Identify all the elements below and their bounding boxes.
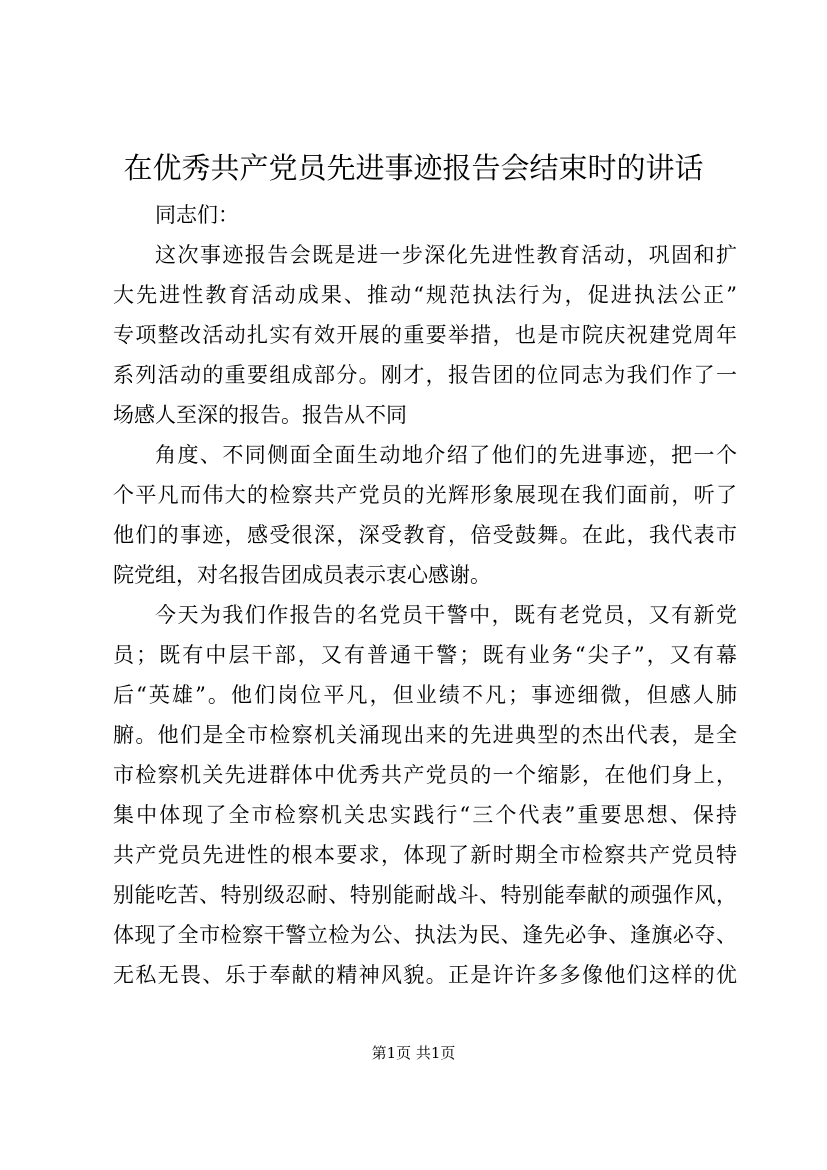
page-footer: 第1页 共1页: [371, 1044, 456, 1062]
paragraph-line: 角度、不同侧面全面生动地介绍了他们的先进事迹，把一个: [155, 443, 737, 467]
paragraph-line: 集中体现了全市检察机关忠实践行“三个代表”重要思想、保持: [113, 803, 737, 827]
paragraph-line: 腑。他们是全市检察机关涌现出来的先进典型的杰出代表，是全: [113, 723, 737, 747]
paragraph-line: 共产党员先进性的根本要求，体现了新时期全市检察共产党员特: [113, 843, 737, 867]
paragraph-line: 院党组，对名报告团成员表示衷心感谢。: [113, 563, 491, 587]
document-title: 在优秀共产党员先进事迹报告会结束时的讲话: [123, 151, 704, 185]
paragraph-line: 这次事迹报告会既是进一步深化先进性教育活动，巩固和扩: [155, 243, 737, 267]
paragraph-line: 别能吃苦、特别级忍耐、特别能耐战斗、特别能奉献的顽强作风，: [113, 883, 737, 907]
paragraph-line: 今天为我们作报告的名党员干警中，既有老党员，又有新党: [155, 603, 737, 627]
paragraph-line: 场感人至深的报告。报告从不同: [113, 403, 407, 427]
document-body: [113, 195, 737, 995]
paragraph-line: 专项整改活动扎实有效开展的重要举措，也是市院庆祝建党周年: [113, 323, 737, 347]
paragraph-line: 他们的事迹，感受很深，深受教育，倍受鼓舞。在此，我代表市: [113, 523, 737, 547]
paragraph-line: 系列活动的重要组成部分。刚才，报告团的位同志为我们作了一: [113, 363, 737, 387]
salutation-line: 同志们：: [155, 203, 239, 227]
paragraph-line: 个平凡而伟大的检察共产党员的光辉形象展现在我们面前，听了: [113, 483, 737, 507]
paragraph-line: 员；既有中层干部，又有普通干警；既有业务“尖子”，又有幕: [113, 643, 737, 667]
paragraph-line: 无私无畏、乐于奉献的精神风貌。正是许许多多像他们这样的优: [113, 963, 737, 987]
paragraph-line: 体现了全市检察干警立检为公、执法为民、逢先必争、逢旗必夺、: [113, 923, 737, 947]
paragraph-line: 大先进性教育活动成果、推动“规范执法行为，促进执法公正”: [113, 283, 737, 307]
paragraph-line: 市检察机关先进群体中优秀共产党员的一个缩影，在他们身上，: [113, 763, 737, 787]
paragraph-line: 后“英雄”。他们岗位平凡，但业绩不凡；事迹细微，但感人肺: [113, 683, 737, 707]
